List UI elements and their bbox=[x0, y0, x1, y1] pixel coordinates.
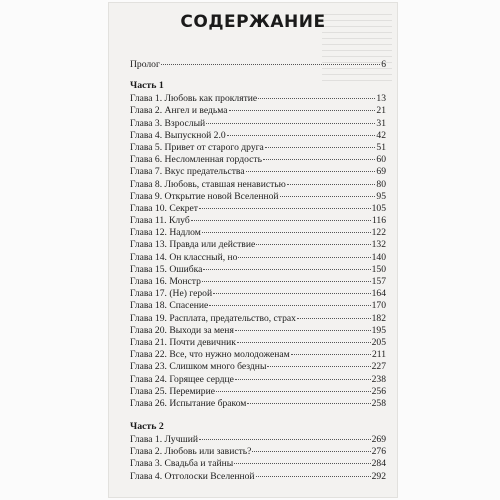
toc-entry bbox=[130, 166, 386, 178]
toc-entry-label: Пролог bbox=[130, 59, 160, 70]
toc-entry-page: 80 bbox=[376, 178, 386, 190]
dot-leader bbox=[256, 476, 371, 477]
toc-entry-label: Глава 23. Слишком много бездны bbox=[130, 361, 267, 373]
toc-entry-label: Глава 7. Вкус предательства bbox=[130, 166, 245, 178]
dot-leader bbox=[280, 196, 376, 197]
dot-leader bbox=[229, 110, 376, 111]
toc-entry-label: Глава 24. Горящее сердце bbox=[130, 373, 234, 385]
dot-leader bbox=[202, 232, 371, 233]
toc-entry bbox=[130, 471, 386, 483]
toc-entry bbox=[130, 386, 386, 398]
toc-entry-label: Глава 1. Любовь как проклятие bbox=[130, 93, 258, 105]
toc-entry-page: 205 bbox=[371, 336, 386, 348]
toc-entry-label: Глава 5. Привет от старого друга bbox=[130, 141, 264, 153]
toc-entry bbox=[130, 105, 386, 117]
part-2-heading: Часть 2 bbox=[130, 421, 164, 433]
toc-entry bbox=[130, 349, 386, 361]
toc-entry bbox=[130, 446, 386, 458]
toc-entry bbox=[130, 458, 386, 470]
dot-leader bbox=[237, 342, 371, 343]
toc-entry bbox=[130, 264, 386, 276]
toc-entry-label: Глава 3. Взрослый bbox=[130, 117, 206, 129]
toc-entry-label: Глава 1. Лучший bbox=[130, 434, 199, 446]
toc-entry-label: Глава 3. Свадьба и тайны bbox=[130, 458, 234, 470]
toc-entry-page: 164 bbox=[371, 288, 386, 300]
part-1-heading: Часть 1 bbox=[130, 80, 164, 92]
toc-entry-page: 227 bbox=[371, 361, 386, 373]
dot-leader bbox=[206, 123, 375, 124]
toc-entry-page: 95 bbox=[376, 190, 386, 202]
toc-entry-page: 284 bbox=[371, 458, 386, 470]
toc-entry-page: 140 bbox=[371, 251, 386, 263]
toc-entry-page: 211 bbox=[371, 349, 386, 361]
dot-leader bbox=[246, 171, 376, 172]
toc-entry bbox=[130, 313, 386, 325]
dot-leader bbox=[267, 366, 370, 367]
toc-entry bbox=[130, 154, 386, 166]
toc-entry-page: 256 bbox=[371, 385, 386, 397]
dot-leader bbox=[291, 354, 371, 355]
toc-entry bbox=[130, 276, 386, 288]
toc-entry-page: 258 bbox=[371, 397, 386, 409]
toc-entry-label: Глава 25. Перемирие bbox=[130, 385, 215, 397]
toc-entry-label: Глава 6. Несломленная гордость bbox=[130, 154, 262, 166]
toc-entry bbox=[130, 142, 386, 154]
toc-entry-page: 21 bbox=[376, 105, 386, 117]
dot-leader bbox=[238, 257, 370, 258]
dot-leader bbox=[263, 159, 375, 160]
dot-leader bbox=[235, 330, 371, 331]
toc-entry-page: 122 bbox=[371, 227, 386, 239]
dot-leader bbox=[252, 451, 370, 452]
dot-leader bbox=[256, 244, 370, 245]
toc-entry-page: 238 bbox=[371, 373, 386, 385]
toc-entry bbox=[130, 434, 386, 446]
toc-entry-label: Глава 12. Надлом bbox=[130, 227, 201, 239]
toc-entry bbox=[130, 398, 386, 410]
dot-leader bbox=[258, 98, 375, 99]
toc-entry-label: Глава 2. Любовь или зависть? bbox=[130, 446, 252, 458]
toc-entry-page: 42 bbox=[376, 129, 386, 141]
toc-entry-page: 51 bbox=[376, 141, 386, 153]
toc-entry-label: Глава 10. Секрет bbox=[130, 202, 199, 214]
toc-entry-page: 195 bbox=[371, 324, 386, 336]
dot-leader bbox=[199, 439, 371, 440]
table-of-contents bbox=[130, 59, 386, 483]
spacer bbox=[130, 71, 386, 79]
toc-entry bbox=[130, 118, 386, 130]
toc-entry-label: Глава 14. Он классный, но bbox=[130, 251, 238, 263]
toc-entry bbox=[130, 337, 386, 349]
dot-leader bbox=[227, 135, 376, 136]
dot-leader bbox=[247, 403, 370, 404]
toc-entry-label: Глава 8. Любовь, ставшая ненавистью bbox=[130, 178, 286, 190]
toc-entry-page: 276 bbox=[371, 446, 386, 458]
toc-entry-label: Глава 17. (Не) герой bbox=[130, 288, 213, 300]
toc-entry-label: Глава 19. Расплата, предательство, страх bbox=[130, 312, 296, 324]
dot-leader bbox=[191, 220, 371, 221]
toc-entry bbox=[130, 227, 386, 239]
toc-entry-page: 116 bbox=[371, 215, 386, 227]
dot-leader bbox=[216, 391, 371, 392]
dot-leader bbox=[213, 293, 371, 294]
toc-entry bbox=[130, 300, 386, 312]
toc-entry bbox=[130, 252, 386, 264]
toc-entry-label: Глава 21. Почти девичник bbox=[130, 336, 236, 348]
part-2-chapter-list bbox=[130, 434, 386, 483]
toc-entry-label: Глава 11. Клуб bbox=[130, 215, 190, 227]
toc-entry-label: Глава 16. Монстр bbox=[130, 276, 201, 287]
toc-entry bbox=[130, 191, 386, 203]
toc-entry-label: Глава 20. Выходи за меня bbox=[130, 324, 234, 336]
dot-leader bbox=[235, 379, 371, 380]
toc-entry-page: 269 bbox=[371, 434, 386, 446]
toc-entry bbox=[130, 130, 386, 142]
toc-entry bbox=[130, 325, 386, 337]
toc-entry-page: 13 bbox=[376, 93, 386, 105]
dot-leader bbox=[209, 305, 370, 306]
toc-entry-label: Глава 9. Открытие новой Вселенной bbox=[130, 190, 279, 202]
dot-leader bbox=[199, 208, 371, 209]
toc-entry bbox=[130, 215, 386, 227]
toc-entry-prolog bbox=[130, 59, 386, 71]
page-title: СОДЕРЖАНИЕ bbox=[180, 12, 326, 32]
dot-leader bbox=[203, 269, 370, 270]
toc-entry-label: Глава 26. Испытание браком bbox=[130, 397, 247, 409]
toc-entry-page: 132 bbox=[371, 239, 386, 251]
toc-entry-label: Глава 13. Правда или действие bbox=[130, 239, 256, 251]
dot-leader bbox=[297, 318, 371, 319]
toc-entry-page: 182 bbox=[371, 312, 386, 324]
toc-entry-label: Глава 2. Ангел и ведьма bbox=[130, 105, 228, 117]
toc-entry-label: Глава 22. Все, что нужно молодоженам bbox=[130, 349, 290, 361]
toc-entry bbox=[130, 179, 386, 191]
toc-entry-page: 31 bbox=[376, 117, 386, 129]
part-1-chapter-list bbox=[130, 93, 386, 410]
toc-entry-page: 157 bbox=[371, 276, 386, 287]
toc-entry-page: 60 bbox=[376, 154, 386, 166]
toc-entry-page: 69 bbox=[376, 166, 386, 178]
toc-entry-label: Глава 15. Ошибка bbox=[130, 263, 203, 275]
toc-entry bbox=[130, 361, 386, 373]
dot-leader bbox=[287, 184, 376, 185]
dot-leader bbox=[202, 281, 371, 282]
toc-entry-page: 170 bbox=[371, 300, 386, 312]
toc-entry bbox=[130, 239, 386, 251]
dot-leader bbox=[161, 64, 380, 65]
toc-entry-page: 105 bbox=[371, 202, 386, 214]
toc-entry bbox=[130, 374, 386, 386]
toc-entry bbox=[130, 288, 386, 300]
spacer bbox=[130, 410, 386, 420]
toc-entry-page: 6 bbox=[381, 59, 386, 70]
book-page bbox=[108, 2, 398, 498]
toc-entry-page: 150 bbox=[371, 263, 386, 275]
toc-entry-label: Глава 4. Отголоски Вселенной bbox=[130, 470, 255, 482]
toc-entry bbox=[130, 203, 386, 215]
toc-entry-page: 292 bbox=[371, 470, 386, 482]
toc-entry-label: Глава 18. Спасение bbox=[130, 300, 209, 312]
toc-entry bbox=[130, 93, 386, 105]
dot-leader bbox=[265, 147, 376, 148]
dot-leader bbox=[234, 463, 370, 464]
toc-entry-label: Глава 4. Выпускной 2.0 bbox=[130, 129, 226, 141]
